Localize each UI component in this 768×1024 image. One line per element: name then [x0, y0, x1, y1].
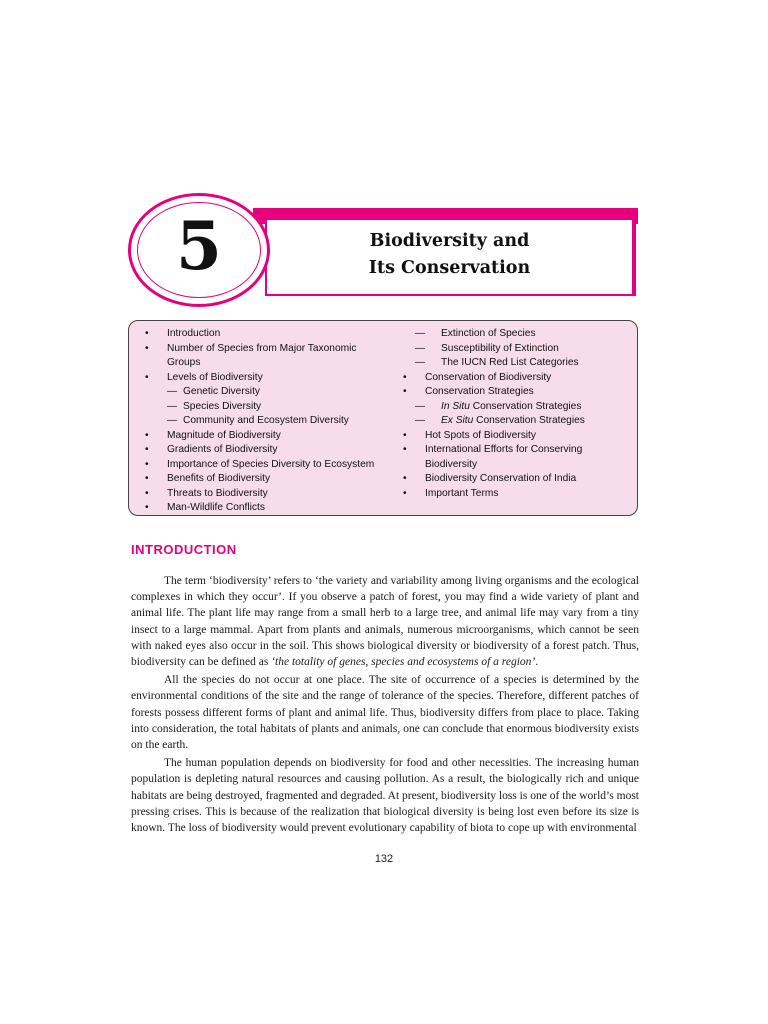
dash-marker: — — [415, 342, 425, 354]
paragraph-3: The human population depends on biodiversity for food and other necessities. The increasing human population is depleting natural resources and causing pollution. As a result, the biologically rich and unique habitats are being destroyed, fragmented and degraded. At present, biodiversity loss is one of the world’s most pressing crises. This is because of the realization that biological diversity is being lost even before its size is known. The loss of biodiversity would prevent evolutionary capability of biota to cope up with environmental — [131, 757, 639, 835]
contents-item-label: Benefits of Biodiversity — [167, 473, 271, 484]
contents-item-label: Number of Species from Major Taxonomic — [167, 342, 357, 354]
contents-item-italic: In Situ — [441, 400, 470, 412]
chapter-title-box — [265, 218, 634, 296]
contents-item — [401, 327, 631, 342]
contents-item-label: Conservation Strategies — [425, 386, 534, 397]
contents-item-label: Levels of Biodiversity — [167, 371, 263, 383]
bullet-marker: • — [145, 328, 149, 339]
bullet-marker: • — [403, 444, 407, 455]
chapter-number: 5 — [176, 207, 222, 285]
bullet-marker: • — [403, 386, 407, 397]
contents-item — [401, 385, 631, 400]
contents-item-label: Importance of Species Diversity to Ecosystem — [167, 458, 375, 470]
paragraph-1 — [131, 573, 639, 670]
contents-item — [401, 429, 631, 444]
contents-item-label: Gradients of Biodiversity — [167, 444, 278, 455]
chapter-title — [267, 228, 632, 282]
contents-item — [143, 487, 403, 502]
contents-item — [143, 443, 403, 458]
contents-item-label: Conservation Strategies — [469, 400, 582, 412]
bullet-marker: • — [403, 371, 407, 383]
bullet-marker: • — [145, 458, 149, 470]
contents-item — [143, 342, 403, 357]
contents-left-column — [143, 327, 403, 516]
bullet-marker: • — [403, 429, 407, 441]
contents-item-label: Introduction — [167, 328, 221, 339]
dash-marker: — — [167, 386, 177, 397]
contents-item-label: Biodiversity — [425, 458, 478, 470]
contents-item-label: Extinction of Species — [441, 328, 536, 339]
contents-item — [401, 342, 631, 357]
contents-right-column — [401, 327, 631, 501]
contents-item — [401, 487, 631, 502]
contents-item-label: Susceptibility of Extinction — [441, 342, 559, 354]
contents-item — [143, 371, 403, 386]
chapter-title-line1: Biodiversity and — [369, 231, 530, 251]
bullet-marker: • — [145, 371, 149, 383]
contents-item-label: Biodiversity Conservation of India — [425, 473, 577, 484]
chapter-title-line2: Its Conservation — [368, 258, 531, 278]
contents-item-label: Genetic Diversity — [183, 386, 260, 397]
contents-item — [401, 356, 631, 371]
paragraph-2: All the species do not occur at one place. The site of occurrence of a species is determined by the environmental conditions of the site and the range of tolerance of the species. Therefore, different patches of forests possess different forms of plant and animal life. Thus, biodiversity differs from place to place. Taking into consideration, the total habitats of plants and animals, one can conclude that enormous biodiversity exists on the earth. — [131, 674, 639, 752]
contents-item — [401, 443, 631, 458]
dash-marker: — — [167, 400, 177, 412]
contents-item-label: Conservation Strategies — [473, 415, 585, 426]
contents-item-label: Groups — [167, 357, 201, 368]
bullet-marker: • — [145, 473, 149, 484]
contents-item-label: Conservation of Biodiversity — [425, 371, 552, 383]
contents-item — [143, 385, 403, 400]
bullet-marker: • — [145, 444, 149, 455]
dash-marker: — — [415, 328, 425, 339]
contents-item — [401, 400, 631, 415]
contents-item-label: The IUCN Red List Categories — [441, 357, 579, 368]
body-text — [131, 573, 639, 838]
page-number: 132 — [374, 853, 394, 865]
contents-item — [401, 414, 631, 429]
dash-marker: — — [415, 415, 425, 426]
paragraph-1-text: The term ‘biodiversity’ refers to ‘the variety and variability among living organisms and the ecological complexes in which they occur’. If you observe a patch of forest, you may find a wide variety of plant and animal life. The plant life may range from a small herb to a large tree, and animal life may vary from a tiny insect to a large mammal. Apart from plants and animals, numerous microorganisms, which cannot be seen with naked eyes also occur in the soil. This shows biological diversity or biodiversity of a forest patch. Thus, biodiversity can be defined as — [131, 575, 639, 669]
contents-item-italic: Ex Situ — [441, 415, 474, 426]
contents-item — [143, 327, 403, 342]
contents-item — [143, 414, 403, 429]
bullet-marker: • — [403, 487, 407, 499]
contents-item — [401, 472, 631, 487]
contents-item-label: Community and Ecosystem Diversity — [183, 415, 349, 426]
contents-item — [143, 400, 403, 415]
contents-item — [143, 458, 403, 473]
contents-item-label: Important Terms — [425, 487, 499, 499]
contents-item-label: Threats to Biodiversity — [167, 487, 268, 499]
contents-item-label: Magnitude of Biodiversity — [167, 429, 281, 441]
paragraph-1-definition: ‘the totality of genes, species and ecosystems of a region’ — [271, 656, 536, 669]
contents-item — [401, 371, 631, 386]
contents-item — [143, 356, 403, 371]
chapter-number-badge — [128, 193, 270, 307]
dash-marker: — — [415, 357, 425, 368]
bullet-marker: • — [145, 429, 149, 441]
chapter-contents-box — [128, 320, 638, 516]
contents-item-label: Hot Spots of Biodiversity — [425, 429, 536, 441]
contents-item-label: International Efforts for Conserving — [425, 444, 583, 455]
contents-item-label: Species Diversity — [183, 400, 262, 412]
bullet-marker: • — [145, 502, 149, 513]
contents-item — [143, 501, 403, 516]
contents-item — [401, 458, 631, 473]
bullet-marker: • — [145, 342, 149, 354]
section-heading: INTRODUCTION — [131, 542, 237, 557]
bullet-marker: • — [145, 487, 149, 499]
contents-item — [143, 472, 403, 487]
bullet-marker: • — [403, 473, 407, 484]
contents-item-label: Man-Wildlife Conflicts — [167, 502, 265, 513]
paragraph-1-end: . — [535, 656, 539, 669]
dash-marker: — — [167, 415, 177, 426]
dash-marker: — — [415, 400, 425, 412]
contents-item — [143, 429, 403, 444]
